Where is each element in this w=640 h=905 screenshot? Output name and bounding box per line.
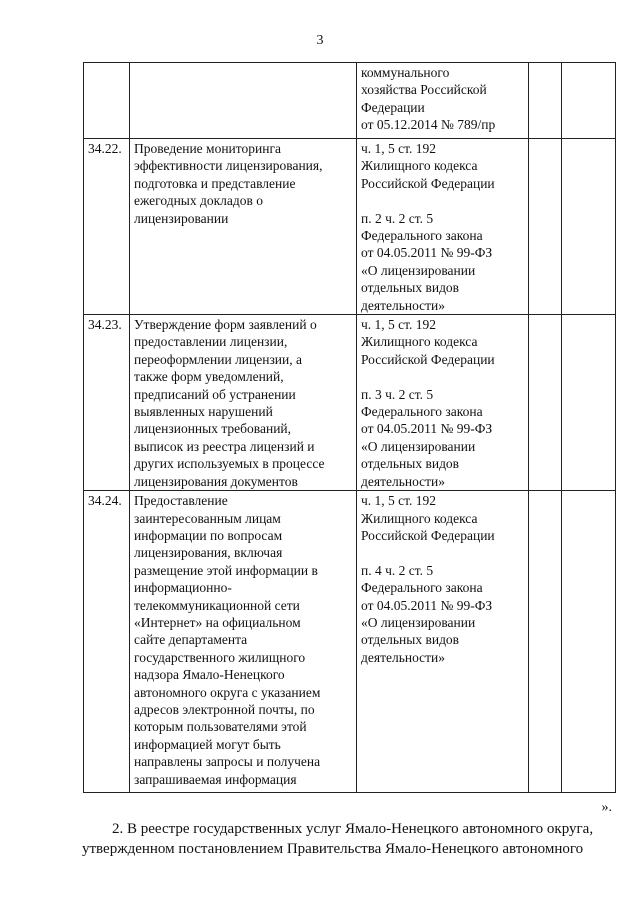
- basis-line: от 04.05.2011 № 99-ФЗ: [361, 597, 493, 613]
- basis-line: деятельности»: [361, 473, 446, 489]
- basis-line: от 04.05.2011 № 99-ФЗ: [361, 245, 493, 261]
- description-line: эффективности лицензирования,: [134, 158, 323, 174]
- description-line: которым пользователями этой: [134, 719, 307, 735]
- basis-line: Федерального закона: [361, 580, 483, 596]
- description-line: направлены запросы и получена: [134, 754, 321, 770]
- description-line: адресов электронной почты, по: [134, 701, 315, 717]
- description-line: размещение этой информации в: [134, 562, 318, 578]
- description-line: телекоммуникационной сети: [134, 597, 300, 613]
- empty-cell: [562, 63, 616, 139]
- basis-line: п. 3 ч. 2 ст. 5: [361, 386, 434, 402]
- row-number: 34.24.: [84, 491, 130, 793]
- basis-line: Федерального закона: [361, 228, 483, 244]
- row-legal-basis: [357, 139, 529, 315]
- basis-line: п. 2 ч. 2 ст. 5: [361, 210, 434, 226]
- description-line: переоформлении лицензии, а: [134, 351, 302, 367]
- description-line: ежегодных докладов о: [134, 193, 264, 209]
- description-line: информационно-: [134, 580, 232, 596]
- description-line: Предоставление: [134, 493, 228, 509]
- basis-line: ч. 1, 5 ст. 192: [361, 141, 437, 156]
- row-legal-basis: [357, 63, 529, 139]
- basis-line: деятельности»: [361, 649, 446, 665]
- basis-line: Федерального закона: [361, 404, 483, 420]
- row-description: [130, 491, 357, 793]
- page-number: 3: [316, 33, 324, 48]
- description-line: также форм уведомлений,: [134, 369, 284, 385]
- description-line: Проведение мониторинга: [134, 141, 281, 156]
- basis-line: от 04.05.2011 № 99-ФЗ: [361, 421, 493, 437]
- description-line: выявленных нарушений: [134, 404, 273, 420]
- description-line: лицензировании: [134, 210, 229, 226]
- basis-line: Жилищного кодекса: [361, 334, 478, 350]
- basis-line: коммунального: [361, 65, 450, 80]
- table-row: [84, 139, 616, 315]
- row-number: 34.23.: [84, 315, 130, 491]
- basis-line: отдельных видов: [361, 632, 460, 648]
- closing-quote-mark: ».: [601, 800, 612, 815]
- empty-cell: [529, 63, 562, 139]
- basis-line: отдельных видов: [361, 456, 460, 472]
- basis-line: «О лицензировании: [361, 438, 476, 454]
- description-line: сайте департамента: [134, 632, 248, 648]
- row-number: 34.22.: [84, 139, 130, 315]
- description-line: подготовка и представление: [134, 175, 296, 191]
- basis-line: ч. 1, 5 ст. 192: [361, 317, 437, 333]
- empty-cell: [562, 315, 616, 491]
- description-line: предоставлении лицензии,: [134, 334, 288, 350]
- basis-line: Российской Федерации: [361, 351, 495, 367]
- description-line: надзора Ямало-Ненецкого: [134, 667, 285, 683]
- basis-line: «О лицензировании: [361, 614, 476, 630]
- description-line: Утверждение форм заявлений о: [134, 317, 317, 333]
- description-line: других используемых в процессе: [134, 456, 325, 472]
- row-number: [84, 63, 130, 139]
- description-line: предписаний об устранении: [134, 386, 296, 402]
- basis-line: ч. 1, 5 ст. 192: [361, 493, 437, 509]
- description-line: автономного округа с указанием: [134, 684, 321, 700]
- paragraph-2-line-2: утвержденном постановлением Правительства Ямало-Ненецкого автономного: [82, 841, 584, 857]
- registry-table: [83, 62, 616, 793]
- row-description: [130, 63, 357, 139]
- empty-cell: [562, 139, 616, 315]
- basis-line: Российской Федерации: [361, 527, 495, 543]
- paragraph-2-line-1: 2. В реестре государственных услуг Ямало-Ненецкого автономного округа,: [112, 821, 594, 837]
- table-row: [84, 491, 616, 793]
- basis-line: Федерации: [361, 99, 425, 115]
- basis-line: деятельности»: [361, 297, 446, 313]
- description-line: запрашиваемая информация: [134, 771, 297, 787]
- description-line: информацией могут быть: [134, 736, 281, 752]
- description-line: государственного жилищного: [134, 649, 306, 665]
- description-line: информации по вопросам: [134, 527, 283, 543]
- basis-line: «О лицензировании: [361, 262, 476, 278]
- row-legal-basis: [357, 315, 529, 491]
- description-line: заинтересованным лицам: [134, 510, 281, 526]
- description-line: «Интернет» на официальном: [134, 614, 301, 630]
- description-line: лицензионных требований,: [134, 421, 292, 437]
- row-legal-basis: [357, 491, 529, 793]
- basis-line: Жилищного кодекса: [361, 510, 478, 526]
- basis-line: хозяйства Российской: [361, 82, 487, 98]
- empty-cell: [562, 491, 616, 793]
- description-line: лицензирования документов: [134, 473, 298, 489]
- basis-line: п. 4 ч. 2 ст. 5: [361, 562, 434, 578]
- row-description: [130, 315, 357, 491]
- basis-line: отдельных видов: [361, 280, 460, 296]
- basis-line: от 05.12.2014 № 789/пр: [361, 117, 496, 133]
- empty-cell: [529, 315, 562, 491]
- basis-line: Жилищного кодекса: [361, 158, 478, 174]
- description-line: выписок из реестра лицензий и: [134, 438, 315, 454]
- description-line: лицензирования, включая: [134, 545, 283, 561]
- table-row: [84, 63, 616, 139]
- basis-line: Российской Федерации: [361, 175, 495, 191]
- table-row: [84, 315, 616, 491]
- empty-cell: [529, 139, 562, 315]
- empty-cell: [529, 491, 562, 793]
- row-description: [130, 139, 357, 315]
